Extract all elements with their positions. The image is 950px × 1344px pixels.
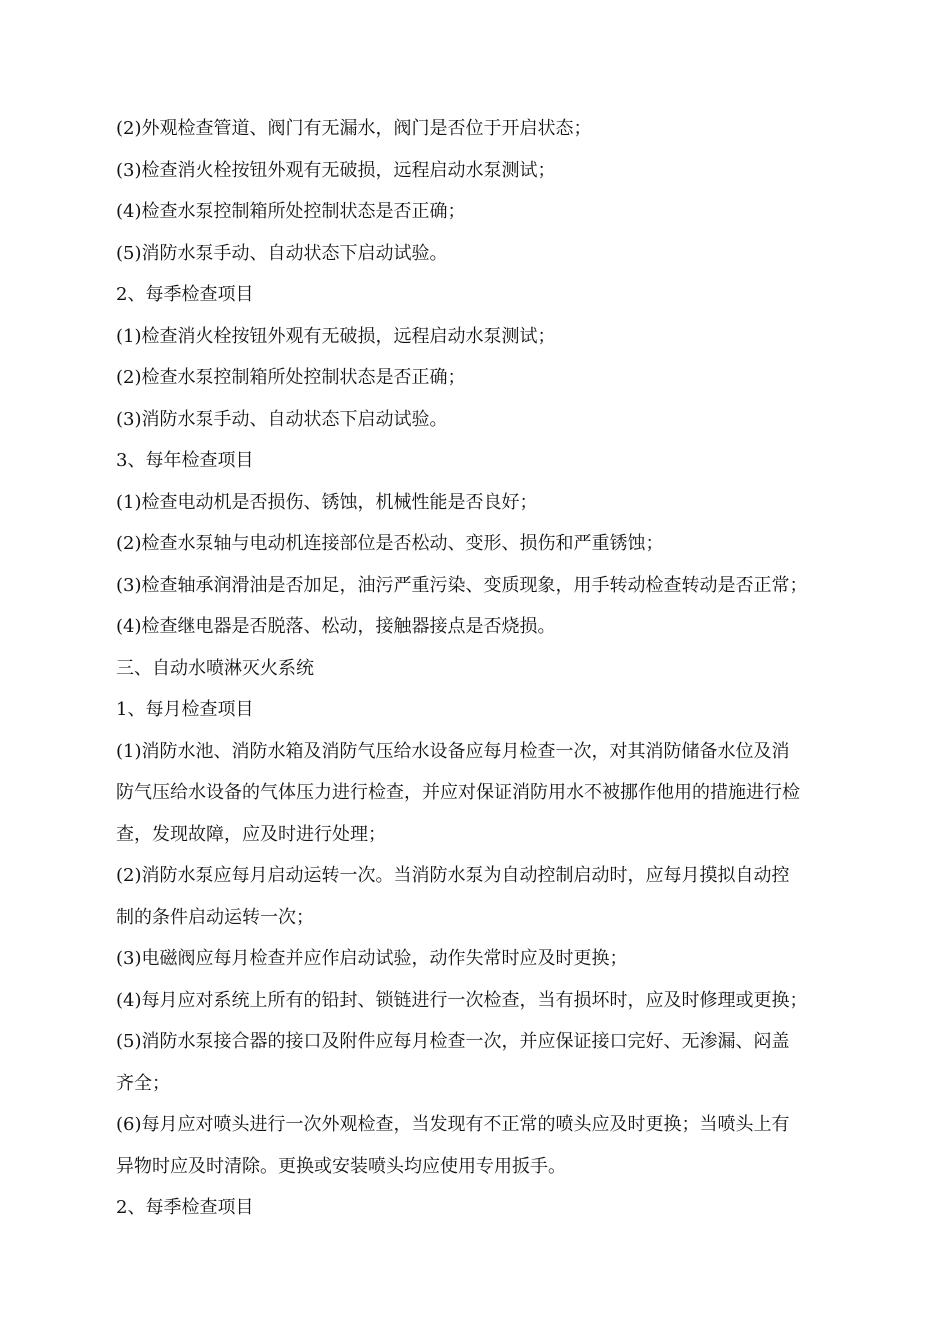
- text-line: (1)检查电动机是否损伤、锈蚀，机械性能是否良好；: [116, 491, 538, 513]
- text-line: (2)检查水泵轴与电动机连接部位是否松动、变形、损伤和严重锈蚀；: [116, 533, 664, 554]
- section-heading: 1、每月检查项目: [116, 699, 254, 720]
- text-line: (4)检查继电器是否脱落、松动，接触器接点是否烧损。: [116, 616, 556, 637]
- section-heading: 3、每年检查项目: [116, 450, 254, 471]
- text-line: 防气压给水设备的气体压力进行检查，并应对保证消防用水不被挪作他用的措施进行检: [116, 782, 800, 803]
- text-line: (2)外观检查管道、阀门有无漏水，阀门是否位于开启状态；: [116, 118, 592, 139]
- text-line: 异物时应及时清除。更换或安装喷头均应使用专用扳手。: [116, 1155, 566, 1177]
- text-line: (4)检查水泵控制箱所处控制状态是否正确；: [116, 201, 466, 222]
- text-line: 制的条件启动运转一次；: [116, 906, 314, 928]
- text-line: (1)消防水池、消防水箱及消防气压给水设备应每月检查一次，对其消防储备水位及消: [116, 740, 790, 762]
- text-line: (3)电磁阀应每月检查并应作启动试验，动作失常时应及时更换；: [116, 948, 628, 969]
- chapter-heading: 三、自动水喷淋灭火系统: [116, 657, 314, 679]
- text-line: (5)消防水泵接合器的接口及附件应每月检查一次，并应保证接口完好、无渗漏、闷盖: [116, 1031, 790, 1052]
- text-line: (2)检查水泵控制箱所处控制状态是否正确；: [116, 367, 466, 388]
- text-line: 查，发现故障，应及时进行处理；: [116, 823, 386, 845]
- text-line: (6)每月应对喷头进行一次外观检查，当发现有不正常的喷头应及时更换；当喷头上有: [116, 1114, 790, 1135]
- text-line: (4)每月应对系统上所有的铅封、锁链进行一次检查，当有损坏时，应及时修理或更换；: [116, 989, 808, 1011]
- text-line: (3)检查轴承润滑油是否加足，油污严重污染、变质现象，用手转动检查转动是否正常；: [116, 574, 808, 596]
- text-line: (3)消防水泵手动、自动状态下启动试验。: [116, 408, 448, 430]
- document-body: [116, 108, 840, 1229]
- section-heading: 2、每季检查项目: [116, 284, 254, 305]
- text-line: (1)检查消火栓按钮外观有无破损，远程启动水泵测试；: [116, 325, 556, 347]
- section-heading: 2、每季检查项目: [116, 1197, 254, 1218]
- text-line: (5)消防水泵手动、自动状态下启动试验。: [116, 242, 448, 264]
- text-line: 齐全；: [116, 1072, 170, 1094]
- text-line: (3)检查消火栓按钮外观有无破损，远程启动水泵测试；: [116, 159, 556, 181]
- text-line: (2)消防水泵应每月启动运转一次。当消防水泵为自动控制启动时，应每月摸拟自动控: [116, 865, 790, 886]
